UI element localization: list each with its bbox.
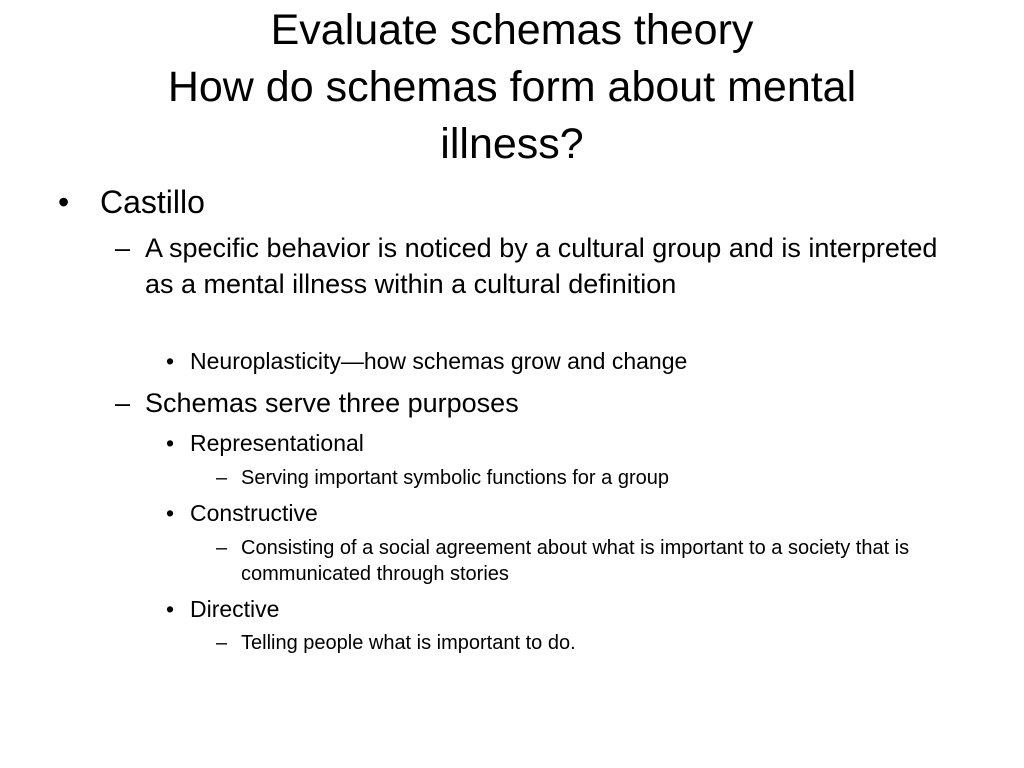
title-line-3: illness? (440, 120, 584, 168)
bullet-representational-desc: Serving important symbolic functions for a group (241, 467, 669, 489)
slide-title (40, 2, 984, 173)
bullet-dot-icon: • (166, 500, 175, 526)
bullet-directive-desc: Telling people what is important to do. (241, 632, 576, 654)
bullet-dash-icon: – (216, 632, 228, 654)
title-line-1: Evaluate schemas theory (270, 6, 754, 54)
bullet-dash-icon: – (115, 233, 131, 263)
bullet-dot-icon: • (166, 348, 175, 374)
bullet-dash-icon: – (216, 467, 228, 489)
bullet-dot-icon: • (166, 596, 175, 622)
bullet-three-purposes: Schemas serve three purposes (145, 388, 519, 418)
bullet-neuroplasticity: Neuroplasticity—how schemas grow and change (190, 348, 688, 374)
bullet-dash-icon: – (115, 388, 131, 418)
bullet-dot-icon: • (166, 430, 175, 456)
title-line-2: How do schemas form about mental (167, 63, 857, 111)
bullet-constructive-desc: Consisting of a social agreement about what is important to a society that is communicated through stories (241, 537, 910, 585)
bullet-castillo: Castillo (100, 184, 205, 220)
bullet-specific-behavior: A specific behavior is noticed by a cultural group and is interpreted as a mental illness within a cultural definition (145, 233, 938, 299)
bullet-representational: Representational (190, 430, 364, 456)
bullet-directive: Directive (190, 596, 280, 622)
bullet-constructive: Constructive (190, 500, 318, 526)
bullet-dash-icon: – (216, 537, 228, 559)
bullet-dot-icon: • (58, 184, 70, 220)
